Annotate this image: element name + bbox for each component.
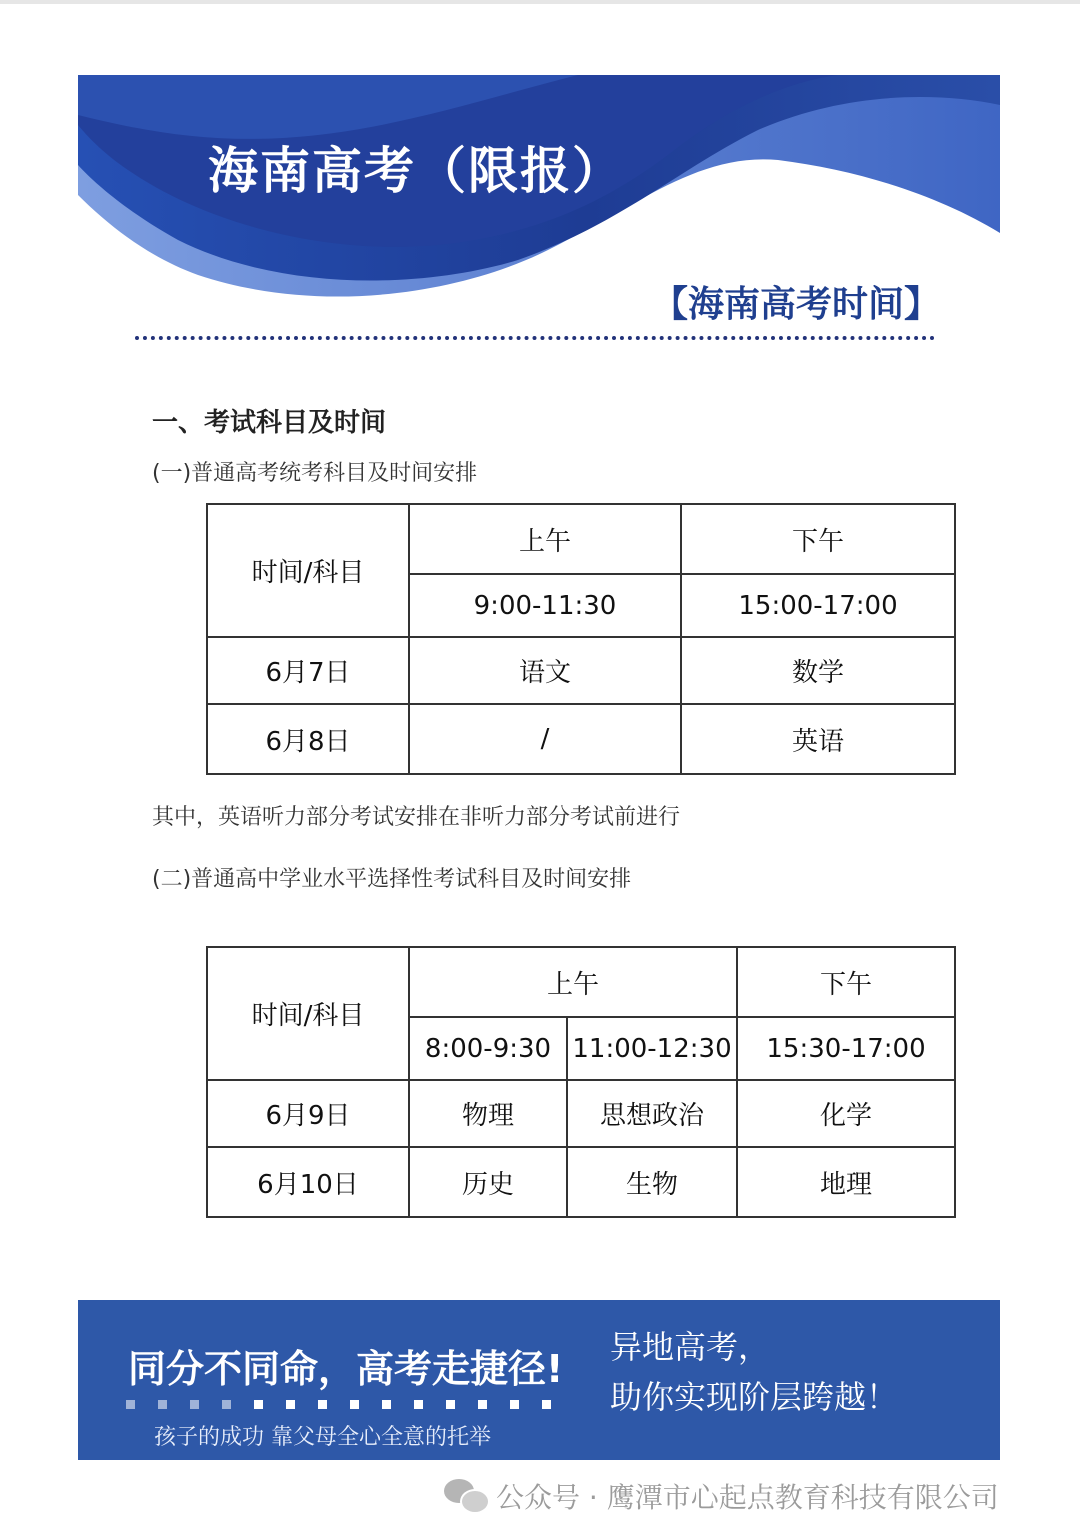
watermark-text: 公众号 · 鹰潭市心起点教育科技有限公司 bbox=[496, 1481, 999, 1514]
section-heading: 一、考试科目及时间 bbox=[152, 408, 387, 438]
header-pm: 下午 bbox=[681, 504, 955, 574]
footer-tagline: 孩子的成功 靠父母全心全意的托举 bbox=[154, 1425, 491, 1450]
date-cell: 6月10日 bbox=[207, 1147, 409, 1217]
subject-cell: / bbox=[409, 704, 681, 774]
subject-cell: 思想政治 bbox=[567, 1080, 737, 1147]
header-pm: 下午 bbox=[737, 947, 955, 1017]
time-pm: 15:30-17:00 bbox=[737, 1017, 955, 1080]
subject-cell: 物理 bbox=[409, 1080, 567, 1147]
decorative-squares bbox=[126, 1400, 574, 1409]
date-cell: 6月7日 bbox=[207, 637, 409, 704]
banner-title: 海南高考（限报） bbox=[208, 142, 624, 200]
table-row bbox=[207, 637, 955, 704]
table-row bbox=[207, 1147, 955, 1217]
subject-cell: 语文 bbox=[409, 637, 681, 704]
subject-cell: 生物 bbox=[567, 1147, 737, 1217]
section-tag: 【海南高考时间】 bbox=[652, 284, 941, 325]
time-pm: 15:00-17:00 bbox=[681, 574, 955, 637]
exam-schedule-table-2 bbox=[206, 946, 956, 1218]
listening-note: 其中，英语听力部分考试安排在非听力部分考试前进行 bbox=[152, 805, 681, 830]
time-am: 9:00-11:30 bbox=[409, 574, 681, 637]
table-row bbox=[207, 1080, 955, 1147]
wechat-icon bbox=[444, 1477, 488, 1515]
subject-cell: 化学 bbox=[737, 1080, 955, 1147]
footer-right-line-2: 助你实现阶层跨越！ bbox=[610, 1378, 899, 1416]
time-am-1: 8:00-9:30 bbox=[409, 1017, 567, 1080]
footer-right-line-1: 异地高考， bbox=[610, 1328, 771, 1366]
wechat-watermark bbox=[444, 1476, 999, 1516]
header-am: 上午 bbox=[409, 947, 737, 1017]
subject-cell: 地理 bbox=[737, 1147, 955, 1217]
subject-cell: 数学 bbox=[681, 637, 955, 704]
header-am: 上午 bbox=[409, 504, 681, 574]
table-corner-cell: 时间/科目 bbox=[207, 947, 409, 1080]
footer-banner bbox=[78, 1300, 1000, 1460]
date-cell: 6月8日 bbox=[207, 704, 409, 774]
top-border bbox=[0, 0, 1080, 4]
table-row bbox=[207, 704, 955, 774]
subject-cell: 历史 bbox=[409, 1147, 567, 1217]
exam-schedule-table-1 bbox=[206, 503, 956, 775]
table-corner-cell: 时间/科目 bbox=[207, 504, 409, 637]
subject-cell: 英语 bbox=[681, 704, 955, 774]
date-cell: 6月9日 bbox=[207, 1080, 409, 1147]
subheading-1: (一)普通高考统考科目及时间安排 bbox=[152, 461, 478, 486]
time-am-2: 11:00-12:30 bbox=[567, 1017, 737, 1080]
footer-slogan: 同分不同命，高考走捷径! bbox=[128, 1347, 564, 1391]
dotted-divider bbox=[135, 336, 935, 340]
subheading-2: (二)普通高中学业水平选择性考试科目及时间安排 bbox=[152, 867, 632, 892]
